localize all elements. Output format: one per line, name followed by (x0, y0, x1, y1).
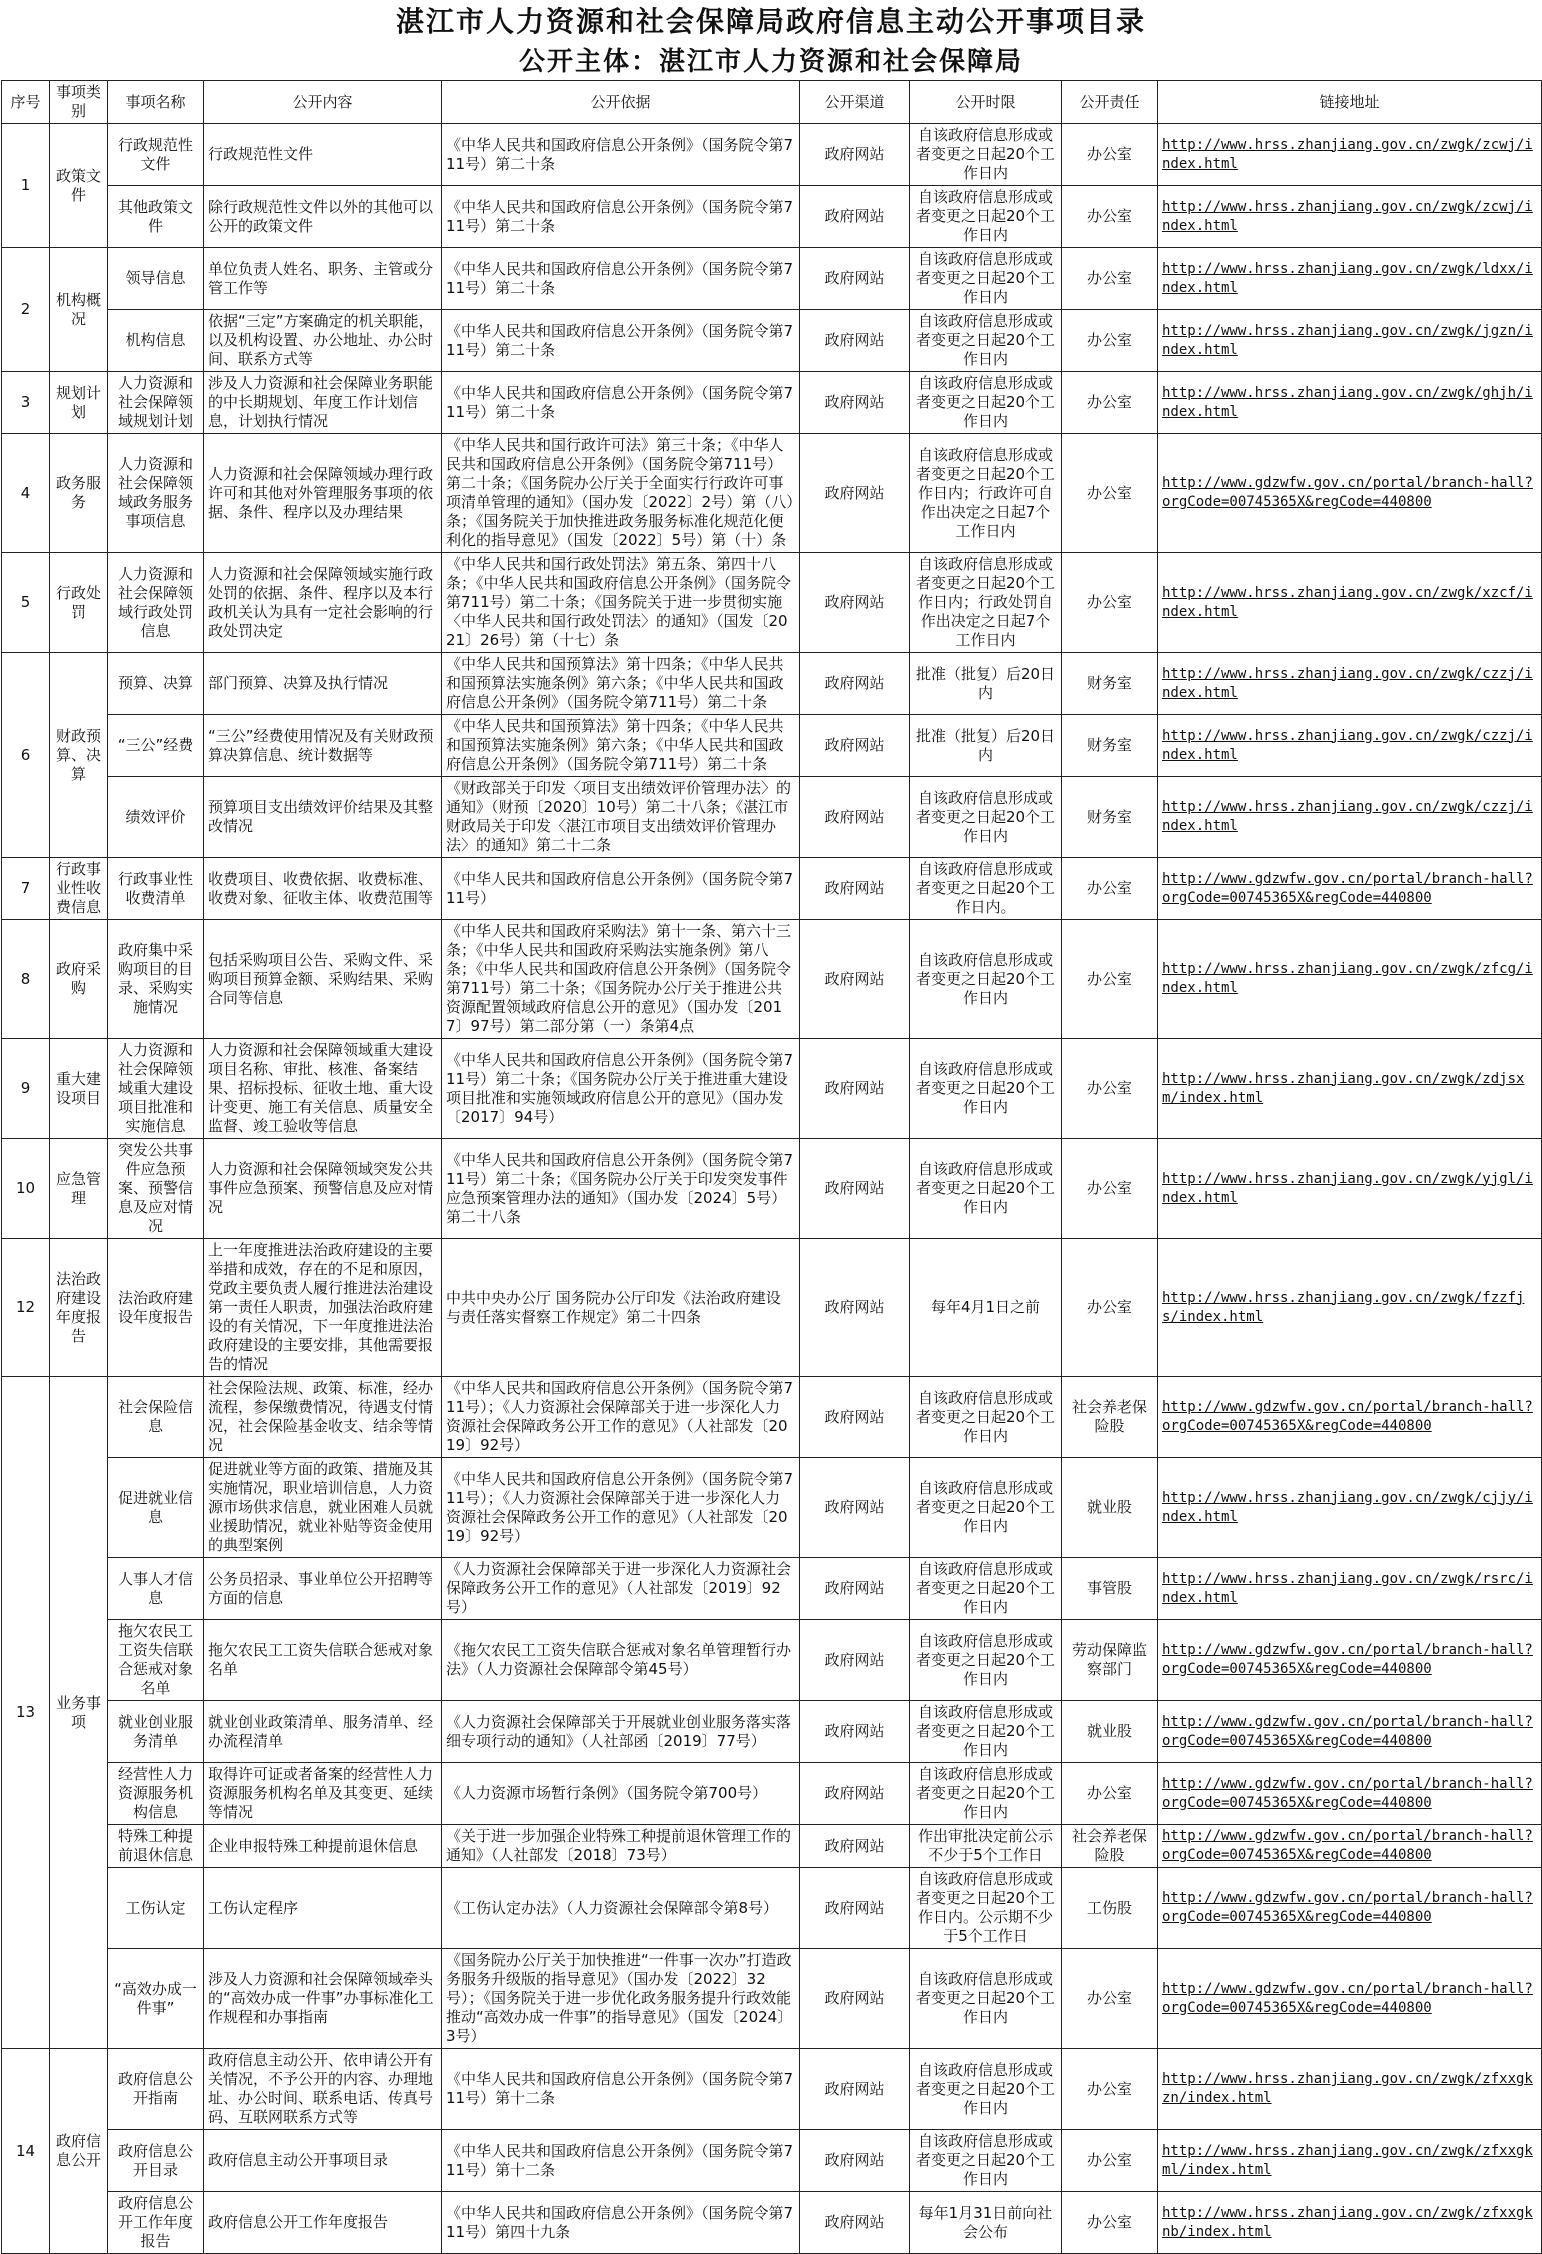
cell-link[interactable]: http://www.gdzwfw.gov.cn/portal/branch-hall?orgCode=00745365X&regCode=440800 (1158, 1701, 1542, 1763)
cell-item-name: 行政规范性文件 (108, 124, 204, 186)
cell-basis: 中共中央办公厅 国务院办公厅印发《法治政府建设与责任落实督察工作规定》第二十四条 (442, 1239, 800, 1377)
cell-category: 政策文件 (50, 124, 108, 248)
cell-responsible: 就业股 (1062, 1458, 1158, 1558)
cell-no: 3 (2, 372, 50, 434)
cell-channel: 政府网站 (800, 1868, 910, 1949)
header-category: 事项类别 (50, 81, 108, 124)
table-row (2, 1701, 1542, 1763)
cell-basis: 《中华人民共和国政府信息公开条例》（国务院令第711号）第二十条 (442, 372, 800, 434)
cell-link[interactable]: http://www.gdzwfw.gov.cn/portal/branch-hall?orgCode=00745365X&regCode=440800 (1158, 858, 1542, 920)
table-row (2, 1763, 1542, 1825)
cell-link[interactable]: http://www.gdzwfw.gov.cn/portal/branch-hall?orgCode=00745365X&regCode=440800 (1158, 1949, 1542, 2049)
cell-basis: 《中华人民共和国政府信息公开条例》（国务院令第711号）第四十九条 (442, 2192, 800, 2254)
cell-item-name: 人力资源和社会保障领域行政处罚信息 (108, 553, 204, 653)
cell-responsible: 财务室 (1062, 653, 1158, 715)
cell-content: 上一年度推进法治政府建设的主要举措和成效，存在的不足和原因，党政主要负责人履行推进法治建设第一责任人职责，加强法治政府建设的有关情况，下一年度推进法治政府建设的主要安排，其他需要报告的情况 (204, 1239, 442, 1377)
cell-item-name: 预算、决算 (108, 653, 204, 715)
cell-basis: 《中华人民共和国政府信息公开条例》（国务院令第711号）第二十条 (442, 124, 800, 186)
table-row (2, 777, 1542, 858)
cell-time-limit: 批准（批复）后20日内 (910, 715, 1062, 777)
cell-no: 2 (2, 248, 50, 372)
cell-channel: 政府网站 (800, 653, 910, 715)
cell-channel: 政府网站 (800, 1763, 910, 1825)
table-row (2, 1377, 1542, 1458)
cell-time-limit: 自该政府信息形成或者变更之日起20个工作日内 (910, 920, 1062, 1039)
cell-no: 7 (2, 858, 50, 920)
cell-basis: 《拖欠农民工工资失信联合惩戒对象名单管理暂行办法》（人力资源社会保障部令第45号） (442, 1620, 800, 1701)
cell-category: 政府信息公开 (50, 2049, 108, 2254)
cell-no: 4 (2, 434, 50, 553)
table-row (2, 653, 1542, 715)
cell-time-limit: 自该政府信息形成或者变更之日起20个工作日内 (910, 1620, 1062, 1701)
cell-category: 政府采购 (50, 920, 108, 1039)
cell-time-limit: 自该政府信息形成或者变更之日起20个工作日内 (910, 1763, 1062, 1825)
cell-responsible: 社会养老保险股 (1062, 1825, 1158, 1868)
cell-content: 人力资源和社会保障领域重大建设项目名称、审批、核准、备案结果、招标投标、征收土地、重大设计变更、施工有关信息、质量安全监督、竣工验收等信息 (204, 1039, 442, 1139)
table-row (2, 310, 1542, 372)
cell-time-limit: 自该政府信息形成或者变更之日起20个工作日内 (910, 777, 1062, 858)
cell-responsible: 财务室 (1062, 715, 1158, 777)
cell-time-limit: 自该政府信息形成或者变更之日起20个工作日内 (910, 2049, 1062, 2130)
cell-link[interactable]: http://www.gdzwfw.gov.cn/portal/branch-hall?orgCode=00745365X&regCode=440800 (1158, 1377, 1542, 1458)
cell-time-limit: 自该政府信息形成或者变更之日起20个工作日内 (910, 1039, 1062, 1139)
cell-category: 机构概况 (50, 248, 108, 372)
table-row (2, 1239, 1542, 1377)
cell-responsible: 办公室 (1062, 553, 1158, 653)
table-row (2, 248, 1542, 310)
cell-channel: 政府网站 (800, 858, 910, 920)
cell-item-name: 经营性人力资源服务机构信息 (108, 1763, 204, 1825)
cell-category: 财政预算、决算 (50, 653, 108, 858)
cell-link[interactable]: http://www.gdzwfw.gov.cn/portal/branch-hall?orgCode=00745365X&regCode=440800 (1158, 1620, 1542, 1701)
cell-item-name: 促进就业信息 (108, 1458, 204, 1558)
cell-basis: 《人力资源社会保障部关于开展就业创业服务落实落细专项行动的通知》（人社部函〔2019〕77号） (442, 1701, 800, 1763)
table-row (2, 124, 1542, 186)
cell-link[interactable]: http://www.hrss.zhanjiang.gov.cn/zwgk/zfxxgknb/index.html (1158, 2192, 1542, 2254)
cell-item-name: 政府信息公开指南 (108, 2049, 204, 2130)
cell-responsible: 办公室 (1062, 858, 1158, 920)
header-link: 链接地址 (1158, 81, 1542, 124)
cell-time-limit: 自该政府信息形成或者变更之日起20个工作日内 (910, 1949, 1062, 2049)
cell-category: 应急管理 (50, 1139, 108, 1239)
cell-time-limit: 自该政府信息形成或者变更之日起20个工作日内 (910, 1139, 1062, 1239)
cell-time-limit: 自该政府信息形成或者变更之日起20个工作日内 (910, 124, 1062, 186)
cell-link[interactable]: http://www.hrss.zhanjiang.gov.cn/zwgk/zfcg/index.html (1158, 920, 1542, 1039)
cell-basis: 《中华人民共和国政府信息公开条例》（国务院令第711号）第十二条 (442, 2049, 800, 2130)
table-row (2, 1458, 1542, 1558)
cell-content: 涉及人力资源和社会保障业务职能的中长期规划、年度工作计划信息，计划执行情况 (204, 372, 442, 434)
catalog-table (1, 80, 1542, 2254)
cell-content: 行政规范性文件 (204, 124, 442, 186)
cell-content: 除行政规范性文件以外的其他可以公开的政策文件 (204, 186, 442, 248)
cell-item-name: 人事人才信息 (108, 1558, 204, 1620)
cell-item-name: 政府信息公开目录 (108, 2130, 204, 2192)
cell-responsible: 办公室 (1062, 1949, 1158, 2049)
table-row (2, 1039, 1542, 1139)
cell-no: 1 (2, 124, 50, 248)
cell-channel: 政府网站 (800, 248, 910, 310)
cell-basis: 《中华人民共和国政府信息公开条例》（国务院令第711号）第二十条；《国务院办公厅关于推进重大建设项目批准和实施领域政府信息公开的意见》（国办发〔2017〕94号） (442, 1039, 800, 1139)
table-row (2, 372, 1542, 434)
cell-content: 工伤认定程序 (204, 1868, 442, 1949)
cell-basis: 《中华人民共和国政府信息公开条例》（国务院令第711号）第二十条 (442, 186, 800, 248)
cell-basis: 《中华人民共和国政府信息公开条例》（国务院令第711号） (442, 858, 800, 920)
cell-time-limit: 每年4月1日之前 (910, 1239, 1062, 1377)
cell-link[interactable]: http://www.hrss.zhanjiang.gov.cn/zwgk/zcwj/index.html (1158, 124, 1542, 186)
table-row (2, 553, 1542, 653)
cell-channel: 政府网站 (800, 777, 910, 858)
cell-basis: 《中华人民共和国行政处罚法》第五条、第四十八条；《中华人民共和国政府信息公开条例》（国务院令第711号）第二十条；《国务院关于进一步贯彻实施〈中华人民共和国行政处罚法〉的通知》（国发〔2021〕26号）第（十七）条 (442, 553, 800, 653)
cell-item-name: 领导信息 (108, 248, 204, 310)
cell-link[interactable]: http://www.hrss.zhanjiang.gov.cn/zwgk/yjgl/index.html (1158, 1139, 1542, 1239)
cell-no: 13 (2, 1377, 50, 2049)
table-row (2, 434, 1542, 553)
cell-time-limit: 自该政府信息形成或者变更之日起20个工作日内；行政许可自作出决定之日起7个工作日内 (910, 434, 1062, 553)
cell-responsible: 办公室 (1062, 1039, 1158, 1139)
cell-time-limit: 自该政府信息形成或者变更之日起20个工作日内 (910, 2130, 1062, 2192)
cell-link[interactable]: http://www.hrss.zhanjiang.gov.cn/zwgk/ghjh/index.html (1158, 372, 1542, 434)
cell-basis: 《中华人民共和国政府采购法》第十一条、第六十三条；《中华人民共和国政府采购法实施条例》第八条；《中华人民共和国政府信息公开条例》（国务院令第711号）第二十条；《国务院办公厅关于推进公共资源配置领域政府信息公开的意见》（国办发〔2017〕97号）第二部分第（一）条第4点 (442, 920, 800, 1039)
cell-link[interactable]: http://www.gdzwfw.gov.cn/portal/branch-hall?orgCode=00745365X&regCode=440800 (1158, 434, 1542, 553)
header-item-name: 事项名称 (108, 81, 204, 124)
cell-responsible: 财务室 (1062, 777, 1158, 858)
cell-item-name: 社会保险信息 (108, 1377, 204, 1458)
cell-no: 8 (2, 920, 50, 1039)
cell-content: 部门预算、决算及执行情况 (204, 653, 442, 715)
header-channel: 公开渠道 (800, 81, 910, 124)
cell-responsible: 事管股 (1062, 1558, 1158, 1620)
cell-content: 政府信息主动公开、依申请公开有关情况，不予公开的内容、办理地址、办公时间、联系电话、传真号码、互联网联系方式等 (204, 2049, 442, 2130)
cell-link[interactable]: http://www.gdzwfw.gov.cn/portal/branch-hall?orgCode=00745365X&regCode=440800 (1158, 1868, 1542, 1949)
cell-time-limit: 自该政府信息形成或者变更之日起20个工作日内。 (910, 858, 1062, 920)
table-row (2, 1620, 1542, 1701)
cell-item-name: “三公”经费 (108, 715, 204, 777)
cell-content: 促进就业等方面的政策、措施及其实施情况，职业培训信息，人力资源市场供求信息，就业困难人员就业援助情况，就业补贴等资金使用的典型案例 (204, 1458, 442, 1558)
cell-item-name: 人力资源和社会保障领域政务服务事项信息 (108, 434, 204, 553)
cell-link[interactable]: http://www.hrss.zhanjiang.gov.cn/zwgk/zcwj/index.html (1158, 186, 1542, 248)
cell-channel: 政府网站 (800, 1458, 910, 1558)
cell-basis: 《中华人民共和国政府信息公开条例》（国务院令第711号）第二十条 (442, 310, 800, 372)
table-row (2, 2192, 1542, 2254)
cell-item-name: 特殊工种提前退休信息 (108, 1825, 204, 1868)
cell-category: 行政处罚 (50, 553, 108, 653)
cell-time-limit: 每年1月31日前向社会公布 (910, 2192, 1062, 2254)
cell-responsible: 办公室 (1062, 372, 1158, 434)
cell-channel: 政府网站 (800, 715, 910, 777)
table-row (2, 920, 1542, 1039)
cell-time-limit: 自该政府信息形成或者变更之日起20个工作日内 (910, 310, 1062, 372)
cell-no: 5 (2, 553, 50, 653)
cell-content: 拖欠农民工工资失信联合惩戒对象名单 (204, 1620, 442, 1701)
cell-responsible: 社会养老保险股 (1062, 1377, 1158, 1458)
cell-category: 规划计划 (50, 372, 108, 434)
table-row (2, 1949, 1542, 2049)
cell-basis: 《财政部关于印发〈项目支出绩效评价管理办法〉的通知》（财预〔2020〕10号）第二十八条；《湛江市财政局关于印发〈湛江市项目支出绩效评价管理办法〉的通知》第二十二条 (442, 777, 800, 858)
cell-responsible: 工伤股 (1062, 1868, 1158, 1949)
cell-time-limit: 自该政府信息形成或者变更之日起20个工作日内 (910, 1377, 1062, 1458)
cell-responsible: 办公室 (1062, 124, 1158, 186)
table-row (2, 186, 1542, 248)
table-header (2, 81, 1542, 124)
cell-basis: 《工伤认定办法》（人力资源社会保障部令第8号） (442, 1868, 800, 1949)
cell-link[interactable]: http://www.gdzwfw.gov.cn/portal/branch-hall?orgCode=00745365X&regCode=440800 (1158, 1825, 1542, 1868)
cell-item-name: 政府集中采购项目的目录、采购实施情况 (108, 920, 204, 1039)
cell-time-limit: 作出审批决定前公示不少于5个工作日 (910, 1825, 1062, 1868)
cell-content: 政府信息公开工作年度报告 (204, 2192, 442, 2254)
cell-basis: 《中华人民共和国政府信息公开条例》（国务院令第711号）；《人力资源社会保障部关于进一步深化人力资源社会保障政务公开工作的意见》（人社部发〔2019〕92号） (442, 1458, 800, 1558)
cell-content: 收费项目、收费依据、收费标准、收费对象、征收主体、收费范围等 (204, 858, 442, 920)
cell-channel: 政府网站 (800, 1701, 910, 1763)
document-title: 湛江市人力资源和社会保障局政府信息主动公开事项目录 (395, 5, 1146, 38)
cell-responsible: 办公室 (1062, 2130, 1158, 2192)
header-content: 公开内容 (204, 81, 442, 124)
cell-channel: 政府网站 (800, 372, 910, 434)
document-subtitle: 公开主体：湛江市人力资源和社会保障局 (518, 47, 1023, 77)
cell-time-limit: 自该政府信息形成或者变更之日起20个工作日内 (910, 1458, 1062, 1558)
cell-content: 依据“三定”方案确定的机关职能，以及机构设置、办公地址、办公时间、联系方式等 (204, 310, 442, 372)
cell-link[interactable]: http://www.hrss.zhanjiang.gov.cn/zwgk/jgzn/index.html (1158, 310, 1542, 372)
cell-responsible: 办公室 (1062, 2192, 1158, 2254)
cell-link[interactable]: http://www.gdzwfw.gov.cn/portal/branch-hall?orgCode=00745365X&regCode=440800 (1158, 1763, 1542, 1825)
cell-item-name: “高效办成一件事” (108, 1949, 204, 2049)
cell-basis: 《人力资源社会保障部关于进一步深化人力资源社会保障政务公开工作的意见》（人社部发〔2019〕92号） (442, 1558, 800, 1620)
cell-time-limit: 批准（批复）后20日内 (910, 653, 1062, 715)
header-no: 序号 (2, 81, 50, 124)
cell-channel: 政府网站 (800, 1825, 910, 1868)
cell-time-limit: 自该政府信息形成或者变更之日起20个工作日内；行政处罚自作出决定之日起7个工作日内 (910, 553, 1062, 653)
cell-category: 政务服务 (50, 434, 108, 553)
cell-item-name: 人力资源和社会保障领域重大建设项目批准和实施信息 (108, 1039, 204, 1139)
cell-responsible: 办公室 (1062, 1239, 1158, 1377)
cell-no: 9 (2, 1039, 50, 1139)
cell-content: 企业申报特殊工种提前退休信息 (204, 1825, 442, 1868)
cell-channel: 政府网站 (800, 434, 910, 553)
cell-channel: 政府网站 (800, 920, 910, 1039)
cell-channel: 政府网站 (800, 186, 910, 248)
cell-channel: 政府网站 (800, 2192, 910, 2254)
cell-item-name: 工伤认定 (108, 1868, 204, 1949)
cell-responsible: 办公室 (1062, 434, 1158, 553)
cell-content: 人力资源和社会保障领域突发公共事件应急预案、预警信息及应对情况 (204, 1139, 442, 1239)
table-row (2, 715, 1542, 777)
cell-item-name: 拖欠农民工工资失信联合惩戒对象名单 (108, 1620, 204, 1701)
header-basis: 公开依据 (442, 81, 800, 124)
cell-link[interactable]: http://www.hrss.zhanjiang.gov.cn/zwgk/fzzfjs/index.html (1158, 1239, 1542, 1377)
cell-responsible: 劳动保障监察部门 (1062, 1620, 1158, 1701)
cell-no: 14 (2, 2049, 50, 2254)
cell-no: 10 (2, 1139, 50, 1239)
cell-responsible: 办公室 (1062, 2049, 1158, 2130)
cell-channel: 政府网站 (800, 553, 910, 653)
cell-item-name: 法治政府建设年度报告 (108, 1239, 204, 1377)
cell-link[interactable]: http://www.hrss.zhanjiang.gov.cn/zwgk/zfxxgkzn/index.html (1158, 2049, 1542, 2130)
cell-content: 包括采购项目公告、采购文件、采购项目预算金额、采购结果、采购合同等信息 (204, 920, 442, 1039)
cell-content: 社会保险法规、政策、标准，经办流程，参保缴费情况，待遇支付情况，社会保险基金收支、结余等情况 (204, 1377, 442, 1458)
cell-link[interactable]: http://www.hrss.zhanjiang.gov.cn/zwgk/czzj/index.html (1158, 653, 1542, 715)
cell-content: 政府信息主动公开事项目录 (204, 2130, 442, 2192)
cell-basis: 《中华人民共和国政府信息公开条例》（国务院令第711号）；《人力资源社会保障部关于进一步深化人力资源社会保障政务公开工作的意见》（人社部发〔2019〕92号） (442, 1377, 800, 1458)
cell-channel: 政府网站 (800, 1620, 910, 1701)
table-row (2, 2130, 1542, 2192)
cell-content: 取得许可证或者备案的经营性人力资源服务机构名单及其变更、延续等情况 (204, 1763, 442, 1825)
cell-no: 12 (2, 1239, 50, 1377)
cell-channel: 政府网站 (800, 124, 910, 186)
cell-time-limit: 自该政府信息形成或者变更之日起20个工作日内 (910, 1701, 1062, 1763)
cell-item-name: 行政事业性收费清单 (108, 858, 204, 920)
cell-time-limit: 自该政府信息形成或者变更之日起20个工作日内 (910, 1558, 1062, 1620)
table-row (2, 1558, 1542, 1620)
cell-link[interactable]: http://www.hrss.zhanjiang.gov.cn/zwgk/ldxx/index.html (1158, 248, 1542, 310)
cell-link[interactable]: http://www.hrss.zhanjiang.gov.cn/zwgk/rsrc/index.html (1158, 1558, 1542, 1620)
cell-item-name: 机构信息 (108, 310, 204, 372)
cell-channel: 政府网站 (800, 1039, 910, 1139)
cell-basis: 《人力资源市场暂行条例》（国务院令第700号） (442, 1763, 800, 1825)
cell-item-name: 其他政策文件 (108, 186, 204, 248)
cell-content: 涉及人力资源和社会保障领域牵头的“高效办成一件事”办事标准化工作规程和办事指南 (204, 1949, 442, 2049)
cell-channel: 政府网站 (800, 1949, 910, 2049)
cell-basis: 《中华人民共和国行政许可法》第三十条；《中华人民共和国政府信息公开条例》（国务院令第711号）第二十条；《国务院办公厅关于全面实行行政许可事项清单管理的通知》（国办发〔2022〕2号）第（八）条；《国务院关于加快推进政务服务标准化规范化便利化的指导意见》（国发〔2022〕5号）第（十）条 (442, 434, 800, 553)
cell-channel: 政府网站 (800, 1377, 910, 1458)
cell-channel: 政府网站 (800, 1558, 910, 1620)
cell-item-name: 人力资源和社会保障领域规划计划 (108, 372, 204, 434)
cell-link[interactable]: http://www.hrss.zhanjiang.gov.cn/zwgk/czzj/index.html (1158, 777, 1542, 858)
cell-content: 就业创业政策清单、服务清单、经办流程清单 (204, 1701, 442, 1763)
table-row (2, 1139, 1542, 1239)
cell-category: 重大建设项目 (50, 1039, 108, 1139)
table-row (2, 1825, 1542, 1868)
cell-responsible: 办公室 (1062, 310, 1158, 372)
cell-category: 行政事业性收费信息 (50, 858, 108, 920)
cell-basis: 《中华人民共和国预算法》第十四条；《中华人民共和国预算法实施条例》第六条；《中华人民共和国政府信息公开条例》（国务院令第711号）第二十条 (442, 653, 800, 715)
cell-basis: 《中华人民共和国预算法》第十四条；《中华人民共和国预算法实施条例》第六条；《中华人民共和国政府信息公开条例》（国务院令第711号）第二十条 (442, 715, 800, 777)
cell-responsible: 就业股 (1062, 1701, 1158, 1763)
cell-channel: 政府网站 (800, 310, 910, 372)
cell-category: 业务事项 (50, 1377, 108, 2049)
table-row (2, 1868, 1542, 1949)
cell-basis: 《国务院办公厅关于加快推进“一件事一次办”打造政务服务升级版的指导意见》（国办发〔2022〕32号）；《国务院关于进一步优化政务服务提升行政效能推动“高效办成一件事”的指导意见》（国发〔2024〕3号） (442, 1949, 800, 2049)
cell-responsible: 办公室 (1062, 248, 1158, 310)
cell-channel: 政府网站 (800, 1139, 910, 1239)
cell-responsible: 办公室 (1062, 1763, 1158, 1825)
cell-no: 6 (2, 653, 50, 858)
cell-time-limit: 自该政府信息形成或者变更之日起20个工作日内 (910, 186, 1062, 248)
cell-responsible: 办公室 (1062, 920, 1158, 1039)
cell-content: 人力资源和社会保障领域办理行政许可和其他对外管理服务事项的依据、条件、程序以及办理结果 (204, 434, 442, 553)
cell-content: “三公”经费使用情况及有关财政预算决算信息、统计数据等 (204, 715, 442, 777)
cell-channel: 政府网站 (800, 2130, 910, 2192)
cell-link[interactable]: http://www.hrss.zhanjiang.gov.cn/zwgk/zfxxgkml/index.html (1158, 2130, 1542, 2192)
cell-content: 人力资源和社会保障领域实施行政处罚的依据、条件、程序以及本行政机关认为具有一定社会影响的行政处罚决定 (204, 553, 442, 653)
header-time-limit: 公开时限 (910, 81, 1062, 124)
cell-basis: 《中华人民共和国政府信息公开条例》（国务院令第711号）第二十条；《国务院办公厅关于印发突发事件应急预案管理办法的通知》（国办发〔2024〕5号）第二十八条 (442, 1139, 800, 1239)
cell-basis: 《关于进一步加强企业特殊工种提前退休管理工作的通知》（人社部发〔2018〕73号） (442, 1825, 800, 1868)
cell-link[interactable]: http://www.hrss.zhanjiang.gov.cn/zwgk/czzj/index.html (1158, 715, 1542, 777)
cell-category: 法治政府建设年度报告 (50, 1239, 108, 1377)
cell-responsible: 办公室 (1062, 1139, 1158, 1239)
header-row (2, 81, 1542, 124)
cell-link[interactable]: http://www.hrss.zhanjiang.gov.cn/zwgk/zdjsxm/index.html (1158, 1039, 1542, 1139)
cell-channel: 政府网站 (800, 2049, 910, 2130)
cell-content: 预算项目支出绩效评价结果及其整改情况 (204, 777, 442, 858)
cell-basis: 《中华人民共和国政府信息公开条例》（国务院令第711号）第二十条 (442, 248, 800, 310)
cell-basis: 《中华人民共和国政府信息公开条例》（国务院令第711号）第十二条 (442, 2130, 800, 2192)
cell-item-name: 政府信息公开工作年度报告 (108, 2192, 204, 2254)
cell-responsible: 办公室 (1062, 186, 1158, 248)
cell-item-name: 突发公共事件应急预案、预警信息及应对情况 (108, 1139, 204, 1239)
table-row (2, 858, 1542, 920)
cell-link[interactable]: http://www.hrss.zhanjiang.gov.cn/zwgk/cjjy/index.html (1158, 1458, 1542, 1558)
cell-content: 公务员招录、事业单位公开招聘等方面的信息 (204, 1558, 442, 1620)
table-body (2, 124, 1542, 2254)
header-responsible: 公开责任 (1062, 81, 1158, 124)
cell-time-limit: 自该政府信息形成或者变更之日起20个工作日内 (910, 372, 1062, 434)
table-row (2, 2049, 1542, 2130)
cell-content: 单位负责人姓名、职务、主管或分管工作等 (204, 248, 442, 310)
cell-link[interactable]: http://www.hrss.zhanjiang.gov.cn/zwgk/xzcf/index.html (1158, 553, 1542, 653)
cell-item-name: 绩效评价 (108, 777, 204, 858)
cell-time-limit: 自该政府信息形成或者变更之日起20个工作日内。公示期不少于5个工作日 (910, 1868, 1062, 1949)
cell-channel: 政府网站 (800, 1239, 910, 1377)
cell-time-limit: 自该政府信息形成或者变更之日起20个工作日内 (910, 248, 1062, 310)
cell-item-name: 就业创业服务清单 (108, 1701, 204, 1763)
